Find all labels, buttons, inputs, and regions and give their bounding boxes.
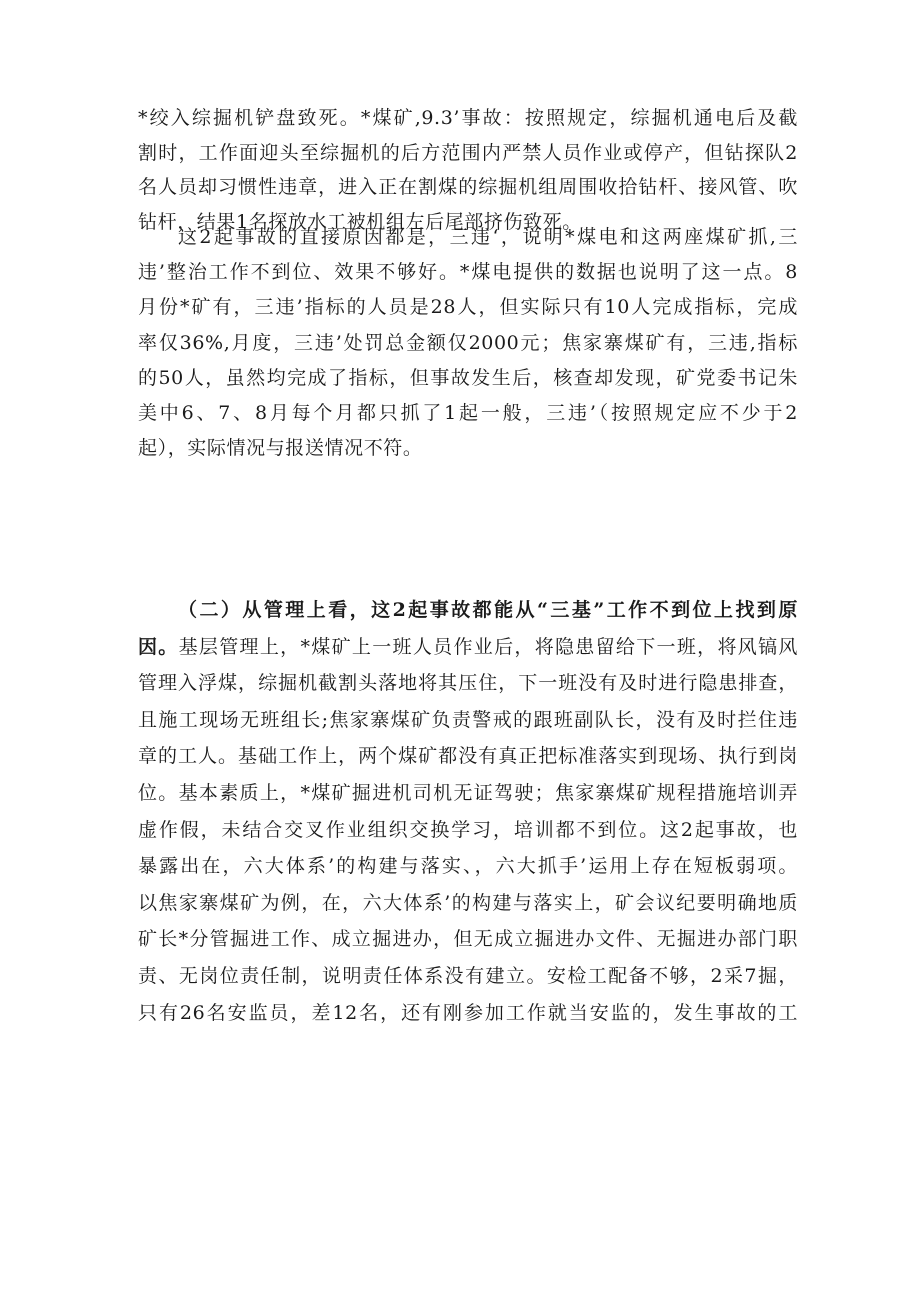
text-line: 只有26名安监员，差12名，还有刚参加工作就当安监的，发生事故的工 [138, 1002, 798, 1024]
text-line: 起），实际情况与报送情况不符。 [138, 437, 423, 459]
text-line: 矿长*分管掘进工作、成立掘进办，但无成立掘进办文件、无掘进办部门职 [138, 928, 798, 950]
text-line: 位。基本素质上，*煤矿掘进机司机无证驾驶；焦家寨煤矿规程措施培训弄 [138, 782, 798, 804]
text-line: 且施工现场无班组长;焦家寨煤矿负责警戒的跟班副队长，没有及时拦住违 [138, 709, 798, 731]
text-line: 美中6、7、8月每个月都只抓了1起一般，三违’（按照规定应不少于2 [138, 402, 798, 424]
text-line: 管理入浮煤，综掘机截割头落地将其压住，下一班没有及时进行隐患排查， [138, 672, 798, 694]
text-line: 月份*矿有，三违’指标的人员是28人，但实际只有10人完成指标，完成 [138, 296, 798, 318]
text-line: 率仅36%,月度，三违’处罚总金额仅2000元；焦家寨煤矿有，三违,指标 [138, 332, 798, 354]
text-line: 暴露出在，六大体系’的构建与落实、，六大抓手’运用上存在短板弱项。 [138, 855, 798, 877]
text-line: 这2起事故的直接原因都是，三违‘，说明*煤电和这两座煤矿抓,三 [178, 226, 798, 248]
section-heading-end: 因。 [138, 636, 179, 658]
text-line: 违’整治工作不到位、效果不够好。*煤电提供的数据也说明了这一点。8 [138, 261, 798, 283]
text-line: 责、无岗位责任制，说明责任体系没有建立。安检工配备不够，2采7掘， [138, 965, 798, 987]
text-line-rest: 基层管理上，*煤矿上一班人员作业后，将隐患留给下一班，将风镐风 [178, 636, 798, 658]
text-line [138, 635, 798, 659]
text-line: 割时，工作面迎头至综掘机的后方范围内严禁人员作业或停产，但钻探队2 [138, 142, 798, 164]
text-line: 以焦家寨煤矿为例，在，六大体系’的构建与落实上，矿会议纪要明确地质 [138, 892, 798, 914]
text-line: 钻杆，结果1名探放水工被机组左后尾部挤伤致死。 [138, 211, 582, 233]
text-line: 章的工人。基础工作上，两个煤矿都没有真正把标准落实到现场、执行到岗 [138, 745, 798, 767]
section-heading-line: （二）从管理上看，这2起事故都能从“三基”工作不到位上找到原 [178, 599, 798, 621]
text-line: 虚作假，未结合交叉作业组织交换学习，培训都不到位。这2起事故，也 [138, 819, 798, 841]
text-line: 的50人，虽然均完成了指标，但事故发生后，核查却发现，矿党委书记朱 [138, 367, 798, 389]
text-line: 名人员却习惯性违章，进入正在割煤的综掘机组周围收拾钻杆、接风管、吹 [138, 176, 798, 198]
text-line: *绞入综掘机铲盘致死。*煤矿,9.3’事故：按照规定，综掘机通电后及截 [138, 107, 798, 129]
